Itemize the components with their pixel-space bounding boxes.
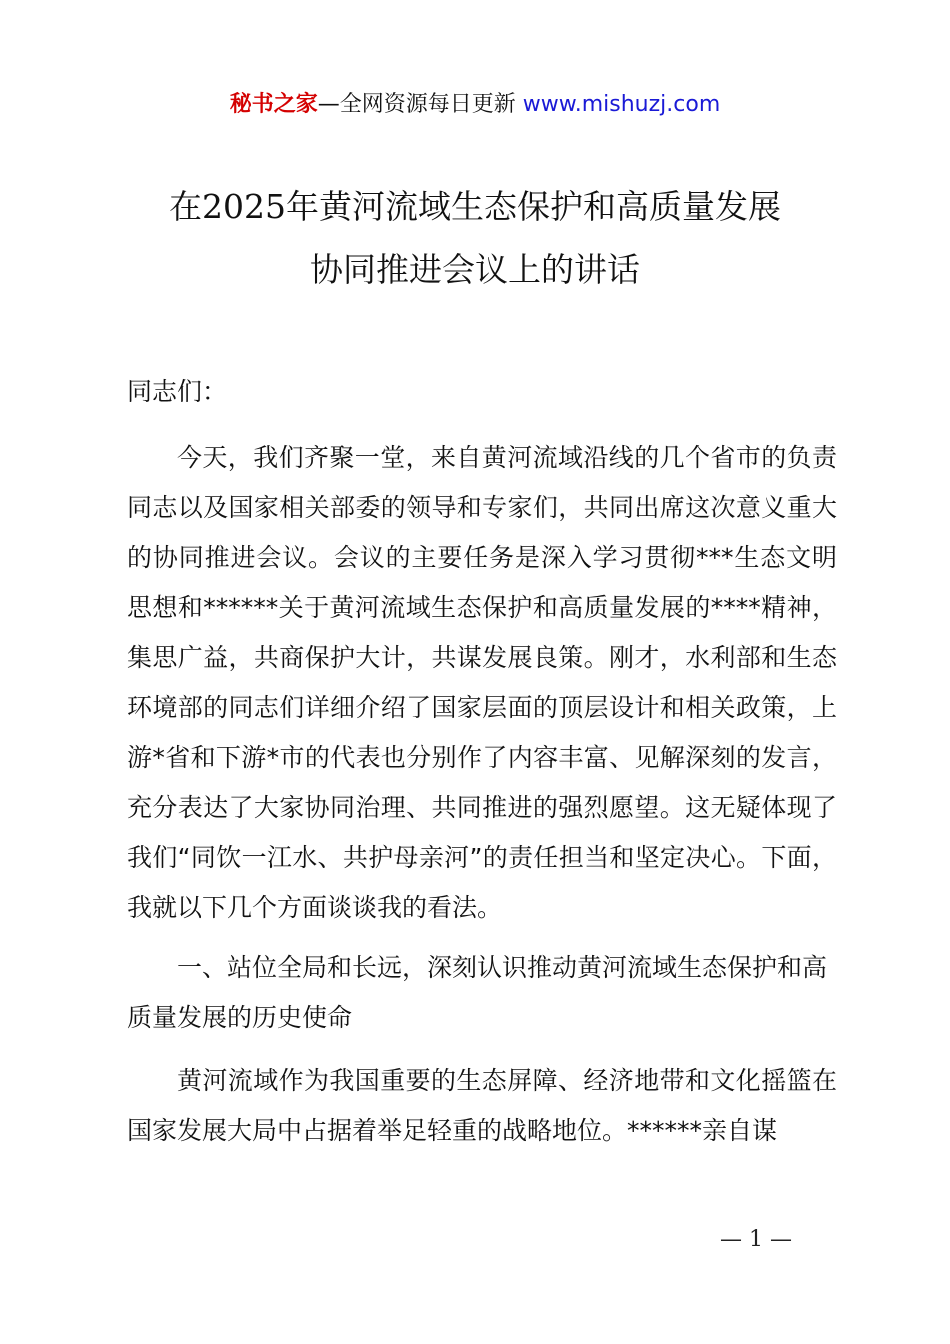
page-number: — 1 — xyxy=(720,1227,792,1252)
site-brand: 秘书之家 xyxy=(229,92,318,117)
banner-dash: — xyxy=(317,92,340,117)
body-paragraph-2: 黄河流域作为我国重要的生态屏障、经济地带和文化摇篮在国家发展大局中占据着举足轻重的战略地位。******亲自谋 xyxy=(127,1066,837,1145)
site-url-link[interactable]: www.mishuzj.com xyxy=(522,92,721,117)
site-slogan: 全网资源每日更新 xyxy=(339,92,516,117)
salutation: 同志们： xyxy=(127,377,228,406)
site-banner xyxy=(0,88,950,122)
document-title-line-2: 协同推进会议上的讲话 xyxy=(310,250,640,289)
body-paragraph-1: 今天，我们齐聚一堂，来自黄河流域沿线的几个省市的负责同志以及国家相关部委的领导和专家们，共同出席这次意义重大的协同推进会议。会议的主要任务是深入学习贯彻***生态文明思想和******关于黄河流域生态保护和高质量发展的****精神，集思广益，共商保护大计，共谋发展良策。刚才，水利部和生态环境部的同志们详细介绍了国家层面的顶层设计和相关政策，上游*省和下游*市的代表也分别作了内容丰富、见解深刻的发言，充分表达了大家协同治理、共同推进的强烈愿望。这无疑体现了我们“同饮一江水、共护母亲河”的责任担当和坚定决心。下面，我就以下几个方面谈谈我的看法。 xyxy=(127,443,837,922)
document-title-line-1: 在2025年黄河流域生态保护和高质量发展 xyxy=(169,187,781,226)
section-heading-1: 一、站位全局和长远，深刻认识推动黄河流域生态保护和高质量发展的历史使命 xyxy=(127,953,828,1032)
